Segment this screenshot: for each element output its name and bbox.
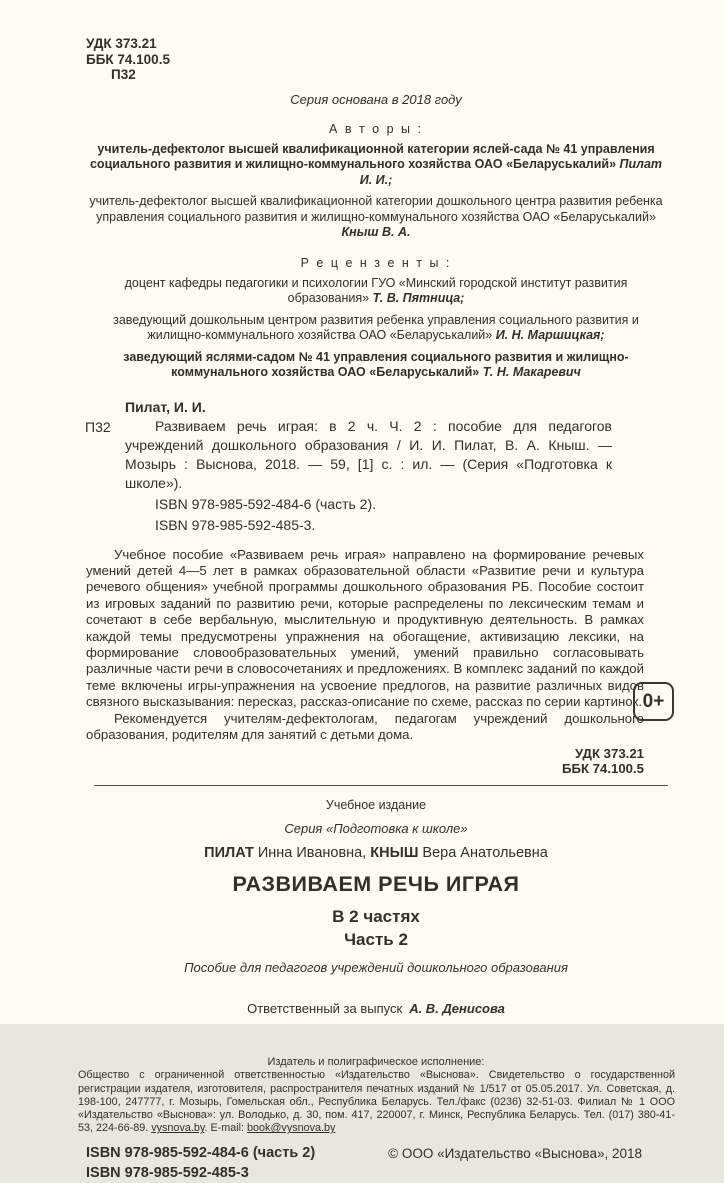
bbk-code: ББК 74.100.5 <box>86 51 170 67</box>
author-credit-2 <box>86 194 666 241</box>
responsible-label: Ответственный за выпуск <box>247 1001 403 1017</box>
author-name-1: Пилат И. И.; <box>359 157 663 187</box>
book-subtitle: Пособие для педагогов учреждений дошкольного образования <box>184 960 568 976</box>
reviewers-heading: Р е ц е н з е н т ы : <box>300 255 452 270</box>
age-rating-badge: 0+ <box>633 682 674 721</box>
imprint-paragraph <box>78 1069 675 1135</box>
publisher-site-link[interactable]: vysnova.by <box>151 1122 205 1135</box>
edition-kind: Учебное издание <box>325 798 427 813</box>
reviewer-name-2: И. Н. Маршицкая; <box>495 328 605 342</box>
copyright-line: © ООО «Издательство «Выснова», 2018 <box>388 1146 642 1162</box>
reviewer-role-3: заведующий яслями-садом № 41 управления социального развития и жилищно-коммунального хозяйства ОАО «Беларуськалий» <box>123 349 629 379</box>
edition-author2-surname: КНЫШ <box>370 845 419 862</box>
publisher-email-link[interactable]: book@vysnova.by <box>247 1122 336 1135</box>
reviewer-credit-3 <box>86 350 666 381</box>
reviewer-credit-1 <box>86 276 666 307</box>
reviewer-credit-2 <box>86 313 666 344</box>
annotation-codes <box>86 746 644 776</box>
author-role-1: учитель-дефектолог высшей квалификационной категории яслей-сада № 41 управления социального развития и жилищно-коммунального хозяйства ОАО «Беларуськалий» <box>89 141 655 171</box>
footer <box>86 1144 666 1183</box>
catalog-card-isbn-full: ISBN 978-985-592-485-3. <box>155 516 316 533</box>
edition-series: Серия «Подготовка к школе» <box>284 821 468 837</box>
author-credit-1 <box>86 142 666 189</box>
author-sign-code: П32 <box>111 67 136 82</box>
footer-isbn-block <box>86 1144 315 1183</box>
annotation-paragraph-1: Учебное пособие «Развиваем речь играя» направлено на формирование речевых умений детей 4—5 лет в рамках образовательной области «Развитие речи и культура речевого общения» учебной программы дошкольного образования РБ. Пособие состоит из игровых заданий по развитию речи, которые распределены по лексическим темам и сочетают в себе вербальную, мыслительную и продуктивную деятельность. В рамках каждой темы предусмотрены упражнения на обогащение, активизацию лексики, на формирование словообразовательных умений, умений правильно согласовывать различные части речи в словосочетаниях и предложениях. В комплекс заданий по каждой теме включены игры-упражнения на усвоение предлогов, на развитие различных видов связного высказывания: пересказ, рассказ-описание по схеме, рассказ по серии картинок. <box>86 546 644 710</box>
book-title: РАЗВИВАЕМ РЕЧЬ ИГРАЯ <box>232 872 520 897</box>
footer-isbn-full: ISBN 978-985-592-485-3 <box>86 1164 249 1181</box>
udc-code: УДК 373.21 <box>86 36 157 51</box>
imprint-heading: Издатель и полиграфическое исполнение: <box>267 1056 485 1069</box>
reviewer-name-1: Т. В. Пятница; <box>372 291 465 305</box>
annotation-bbk: ББК 74.100.5 <box>561 761 644 777</box>
reviewer-role-1: доцент кафедры педагогики и психологии ГУО «Минский городской институт развития образования» <box>124 275 628 305</box>
annotation-paragraph-2: Рекомендуется учителям-дефектологам, педагогам учреждений дошкольного образования, родителям для занятий с детьми дома. <box>86 710 644 742</box>
divider-rule <box>94 785 668 786</box>
edition-author1-surname: ПИЛАТ <box>204 845 254 862</box>
series-founded-note: Серия основана в 2018 году <box>290 91 462 107</box>
classification-codes <box>86 36 666 83</box>
reviewer-role-2: заведующий дошкольным центром развития ребенка управления социального развития и жилищно-коммунального хозяйства ОАО «Беларуськалий» <box>113 312 639 342</box>
catalog-card-description: Развиваем речь играя: в 2 ч. Ч. 2 : пособие для педагогов учреждений дошкольного образования / И. И. Пилат, В. А. Кныш. — Мозырь : Выснова, 2018. — 59, [1] с. : ил. — (Серия «Подготовка к школе»). <box>125 417 612 491</box>
catalog-card-code: П32 <box>85 418 111 435</box>
catalog-card <box>85 398 612 535</box>
responsible-person: А. В. Денисова <box>409 1001 505 1017</box>
edition-author1-name: Инна Ивановна, <box>253 845 371 862</box>
author-role-2: учитель-дефектолог высшей квалификационной категории дошкольного центра развития ребенка управления социального развития и жилищно-коммунального хозяйства ОАО «Беларуськалий» <box>89 194 663 224</box>
responsible-line <box>86 1001 666 1016</box>
annotation <box>86 547 644 744</box>
footer-isbn-part: ISBN 978-985-592-484-6 (часть 2) <box>86 1145 316 1162</box>
catalog-card-isbn-part: ISBN 978-985-592-484-6 (часть 2). <box>155 495 376 512</box>
reviewer-name-3: Т. Н. Макаревич <box>482 365 581 379</box>
edition-authors-line <box>86 845 666 861</box>
edition-author2-name: Вера Анатольевна <box>418 845 548 862</box>
book-part-line: Часть 2 <box>344 930 408 950</box>
book-parts-line: В 2 частях <box>332 907 420 927</box>
authors-heading: А в т о р ы : <box>329 121 423 136</box>
annotation-udc: УДК 373.21 <box>575 746 644 762</box>
author-name-2: Кныш В. А. <box>341 225 411 239</box>
imprint-text-1: Общество с ограниченной ответственностью «Издательство «Выснова». Свидетельство о государственной регистрации издателя, изготовителя, распространителя печатных изданий № 1/517 от 05.05.2017. Ул. Советская, д. 198-100, 247777, г. Мозырь, Гомельская обл., Республика Беларусь. Тел./факс (0236) 32-51-03. Филиал № 1 ООО «Издательство «Выснова»: ул. Володько, д. 30, пом. 417, 220007, г. Минск, Республика Беларусь. Тел. (017) 380-41-53, 224-66-89. <box>78 1069 675 1135</box>
catalog-card-author: Пилат, И. И. <box>125 398 206 415</box>
imprint-text-2: . E-mail: <box>204 1122 248 1135</box>
